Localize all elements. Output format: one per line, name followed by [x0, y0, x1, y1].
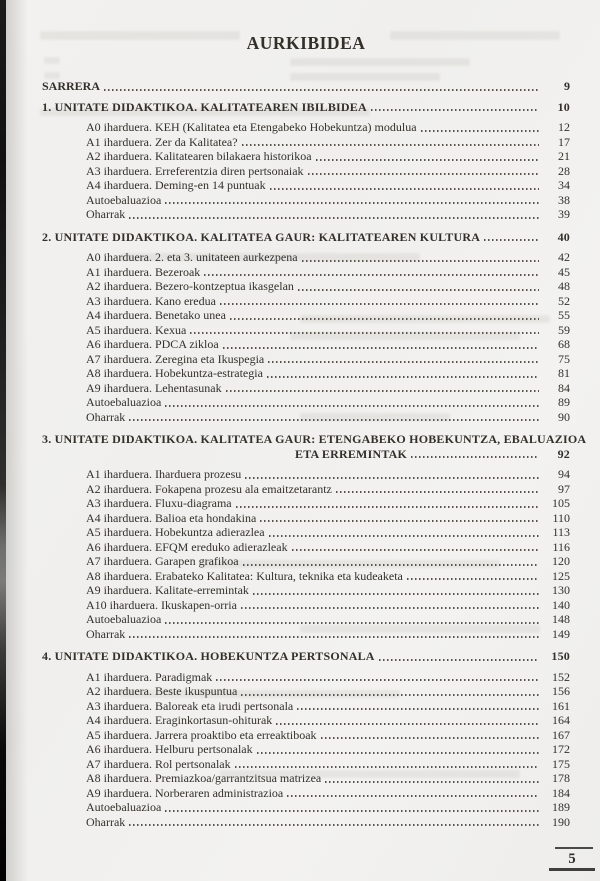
entry-label: A3 iharduera. Kano eredua [86, 293, 216, 308]
toc-item-row [42, 193, 570, 208]
section-heading [42, 230, 570, 245]
dot-leader [268, 361, 539, 363]
dot-leader [190, 332, 539, 334]
entry-label: A9 iharduera. Kalitate-erremintak [86, 583, 249, 597]
toc-item-row [42, 598, 570, 613]
dot-leader [421, 130, 539, 132]
section-heading-row [42, 230, 570, 245]
dot-leader [165, 202, 539, 204]
page-number: 120 [552, 554, 570, 568]
entry-label: A1 iharduera. Bezeroak [86, 264, 201, 279]
folio-rule-bottom [549, 868, 595, 871]
dot-leader [165, 622, 539, 624]
dot-leader [298, 289, 539, 291]
page-number: 94 [558, 467, 570, 481]
dot-leader [379, 659, 539, 661]
toc-item-row [42, 323, 570, 338]
page-number: 105 [552, 496, 570, 510]
section-heading-line: 3. UNITATE DIDAKTIKOA. KALITATEA GAUR: ETENGABEKO HOBEKUNTZA, EBALUAZIOA [42, 432, 587, 446]
section-block [42, 230, 570, 425]
toc-item-row [42, 265, 570, 280]
dot-leader [336, 491, 539, 493]
toc-item-row [42, 786, 570, 801]
entry-label: A9 iharduera. Lehentasunak [86, 380, 222, 395]
dot-leader [297, 708, 539, 710]
page-number: 161 [552, 698, 570, 713]
dot-leader [165, 405, 539, 407]
entry-label: A5 iharduera. Jarrera proaktibo eta erreaktiboak [86, 727, 317, 742]
entry-label: A9 iharduera. Norberaren administrazioa [86, 785, 284, 800]
folio [549, 847, 595, 871]
toc-item-row [42, 467, 570, 482]
entry-label: A3 iharduera. Erreferentzia diren pertsonaiak [86, 163, 304, 178]
entry-label: A3 iharduera. Fluxu-diagrama [86, 496, 232, 510]
dot-leader [308, 173, 539, 175]
page-number: 68 [558, 337, 570, 351]
page-number: 189 [552, 800, 570, 814]
dot-leader [104, 89, 539, 91]
entry-label: 1. UNITATE DIDAKTIKOA. KALITATEAREN IBILBIDEA [42, 99, 367, 114]
dot-leader [129, 217, 539, 219]
page-number: 12 [558, 120, 570, 134]
page-number: 10 [557, 99, 570, 114]
page-number: 149 [552, 626, 570, 641]
section-heading-row [42, 100, 570, 115]
section-heading [42, 432, 587, 461]
toc-item-row [42, 149, 570, 164]
toc-item-row [42, 279, 570, 294]
dot-leader [165, 810, 539, 812]
dot-leader [223, 347, 539, 349]
section-heading-row [42, 649, 570, 664]
toc-item-row [42, 569, 570, 584]
page-number: 113 [552, 525, 570, 539]
page-number: 156 [552, 684, 570, 698]
entry-label: A4 iharduera. Balioa eta hondakina [86, 510, 257, 525]
toc-item-row [42, 120, 570, 135]
toc-item-row [42, 583, 570, 598]
section-block [42, 649, 570, 829]
page-number: 55 [558, 308, 570, 322]
page-number: 34 [558, 178, 570, 192]
dot-leader [245, 477, 539, 479]
toc-item-row [42, 337, 570, 352]
page-number: 17 [558, 134, 570, 149]
dot-leader [257, 752, 539, 754]
entry-label: A2 iharduera. Bezero-kontzeptua ikasgelan [86, 279, 294, 293]
dot-leader [287, 795, 539, 797]
toc-item-row [42, 627, 570, 642]
entry-label: A5 iharduera. Hobekuntza adierazlea [86, 525, 265, 539]
dot-leader [411, 456, 539, 458]
entry-label: 2. UNITATE DIDAKTIKOA. KALITATEA GAUR: KALITATEAREN KULTURA [42, 229, 481, 244]
page-number: 28 [558, 163, 570, 178]
entry-label: A4 iharduera. Benetako unea [86, 308, 226, 322]
page-number: 97 [558, 481, 570, 496]
dot-leader [302, 260, 539, 262]
page-number: 89 [558, 395, 570, 409]
dot-leader [129, 636, 539, 638]
page-title: AURKIBIDEA [246, 33, 366, 53]
page-number: 148 [552, 612, 570, 626]
toc-item-row [42, 352, 570, 367]
toc-item-row [42, 771, 570, 786]
toc-item-row [42, 250, 570, 265]
toc-item-row [42, 366, 570, 381]
dot-leader [129, 824, 539, 826]
dot-leader [204, 274, 539, 276]
page-number: 81 [558, 366, 570, 380]
dot-leader [371, 109, 539, 111]
toc-intro-row [42, 79, 570, 94]
toc-item-row [42, 135, 570, 150]
page-number: 84 [558, 380, 570, 395]
entry-label: Autoebaluazioa [86, 800, 162, 814]
dot-leader [243, 564, 539, 566]
toc-item-row [42, 815, 570, 830]
toc-item-row [42, 294, 570, 309]
dot-leader [321, 737, 539, 739]
dot-leader [241, 607, 539, 609]
entry-label: A8 iharduera. Premiazkoa/garrantzitsua matrizea [86, 771, 322, 785]
page-number: 59 [558, 322, 570, 337]
dot-leader [236, 506, 539, 508]
dot-leader [269, 535, 539, 537]
page-number: 39 [558, 207, 570, 221]
section-items [42, 120, 570, 222]
entry-label: A7 iharduera. Rol pertsonalak [86, 756, 231, 771]
entry-label: SARRERA [42, 79, 101, 93]
dot-leader [241, 694, 539, 696]
page-number: 116 [552, 539, 570, 554]
dot-leader [316, 159, 539, 161]
entry-label: A4 iharduera. Deming-en 14 puntuak [86, 178, 266, 192]
page-number: 40 [557, 229, 570, 244]
page-number: 9 [564, 79, 570, 93]
entry-label: A8 iharduera. Erabateko Kalitatea: Kultura, teknika eta kudeaketa [86, 568, 403, 583]
toc-item-row [42, 164, 570, 179]
entry-label: Oharrak [86, 409, 126, 424]
toc-item-row [42, 728, 570, 743]
page-number: 175 [552, 756, 570, 771]
dot-leader [226, 390, 539, 392]
section-block [42, 100, 570, 222]
dot-leader [270, 188, 539, 190]
toc-item-row [42, 670, 570, 685]
entry-label: Oharrak [86, 626, 126, 641]
page-number: 184 [552, 785, 570, 800]
dot-leader [292, 549, 539, 551]
folio-number: 5 [568, 851, 576, 867]
entry-label: A1 iharduera. Paradigmak [86, 669, 213, 684]
entry-label: A3 iharduera. Baloreak eta irudi pertsonala [86, 698, 294, 713]
section-heading-row [42, 447, 570, 462]
entry-label: A0 iharduera. 2. eta 3. unitateen aurkezpena [86, 250, 298, 264]
page-number: 167 [552, 727, 570, 742]
toc-item-row [42, 713, 570, 728]
dot-leader [242, 144, 539, 146]
dot-leader [260, 520, 539, 522]
folio-rule-top [555, 847, 593, 849]
entry-label: A10 iharduera. Ikuskapen-orria [86, 597, 237, 612]
page-number: 125 [552, 568, 570, 583]
toc-item-row [42, 496, 570, 511]
toc-item-row [42, 525, 570, 540]
page-number: 48 [558, 279, 570, 293]
toc-item-row [42, 554, 570, 569]
page-number: 178 [552, 771, 570, 785]
entry-label: A4 iharduera. Eraginkortasun-ohiturak [86, 713, 273, 727]
section-block [42, 432, 587, 641]
entry-label: A7 iharduera. Garapen grafikoa [86, 554, 239, 568]
toc-item-row [42, 410, 570, 425]
toc-item-row [42, 308, 570, 323]
dot-leader [407, 578, 539, 580]
entry-label: A5 iharduera. Kexua [86, 322, 187, 337]
toc-item-row [42, 699, 570, 714]
toc-item-row [42, 207, 570, 222]
section-heading [42, 649, 570, 664]
dot-leader [230, 318, 539, 320]
dot-leader [216, 679, 539, 681]
entry-label: A2 iharduera. Kalitatearen bilakaera historikoa [86, 149, 312, 163]
section-items [42, 467, 570, 641]
page-number: 130 [552, 583, 570, 597]
entry-label: A1 iharduera. Zer da Kalitatea? [86, 134, 238, 149]
page-number: 152 [552, 669, 570, 684]
page-number: 92 [557, 446, 570, 461]
toc-item-row [42, 395, 570, 410]
entry-label: 4. UNITATE DIDAKTIKOA. HOBEKUNTZA PERTSONALA [42, 649, 375, 663]
page-number: 75 [558, 351, 570, 366]
entry-label: Autoebaluazioa [86, 192, 162, 207]
entry-label: Oharrak [86, 207, 126, 221]
page-number: 21 [558, 149, 570, 163]
entry-label: Oharrak [86, 814, 126, 829]
page-number: 140 [552, 597, 570, 612]
toc-sections [42, 99, 587, 830]
toc-item-row [42, 178, 570, 193]
page-number: 42 [558, 250, 570, 264]
toc-item-row [42, 511, 570, 526]
toc-item-row [42, 757, 570, 772]
toc-item-row [42, 684, 570, 699]
dot-leader [235, 766, 539, 768]
dot-leader [253, 593, 539, 595]
entry-label: A6 iharduera. Helburu pertsonalak [86, 742, 253, 756]
page-number: 90 [558, 409, 570, 424]
page-number: 150 [551, 649, 570, 663]
page-number: 164 [552, 713, 570, 727]
toc-item-row [42, 612, 570, 627]
page-number: 172 [552, 742, 570, 756]
entry-label: A6 iharduera. PDCA zikloa [86, 337, 219, 351]
dot-leader [267, 376, 539, 378]
entry-label: A0 iharduera. KEH (Kalitatea eta Etengabeko Hobekuntza) modulua [86, 120, 417, 134]
entry-label: A2 iharduera. Beste ikuspuntua [86, 684, 238, 698]
page-number: 52 [558, 293, 570, 308]
entry-label: Autoebaluazioa [86, 612, 162, 626]
page-number: 190 [552, 814, 570, 829]
toc-item-row [42, 381, 570, 396]
entry-label: A1 iharduera. Iharduera prozesu [86, 467, 242, 481]
toc-item-row [42, 800, 570, 815]
dot-leader [484, 239, 539, 241]
entry-label: A7 iharduera. Zeregina eta Ikuspegia [86, 351, 265, 366]
dot-leader [325, 781, 539, 783]
toc-item-row [42, 540, 570, 555]
entry-label: ETA ERREMINTAK [295, 446, 408, 461]
toc-item-row [42, 742, 570, 757]
entry-label: A6 iharduera. EFQM ereduko adierazleak [86, 539, 288, 554]
dot-leader [129, 419, 539, 421]
section-items [42, 670, 570, 830]
dot-leader [220, 303, 539, 305]
page-number: 45 [558, 264, 570, 279]
entry-label: A2 iharduera. Fokapena prozesu ala emaitzetarantz [86, 481, 332, 496]
entry-label: Autoebaluazioa [86, 395, 162, 409]
dot-leader [276, 723, 539, 725]
page-number: 110 [552, 510, 570, 525]
page-number: 38 [558, 192, 570, 207]
section-items [42, 250, 570, 424]
toc-item-row [42, 482, 570, 497]
entry-label: A8 iharduera. Hobekuntza-estrategia [86, 366, 263, 380]
section-heading [42, 100, 570, 115]
